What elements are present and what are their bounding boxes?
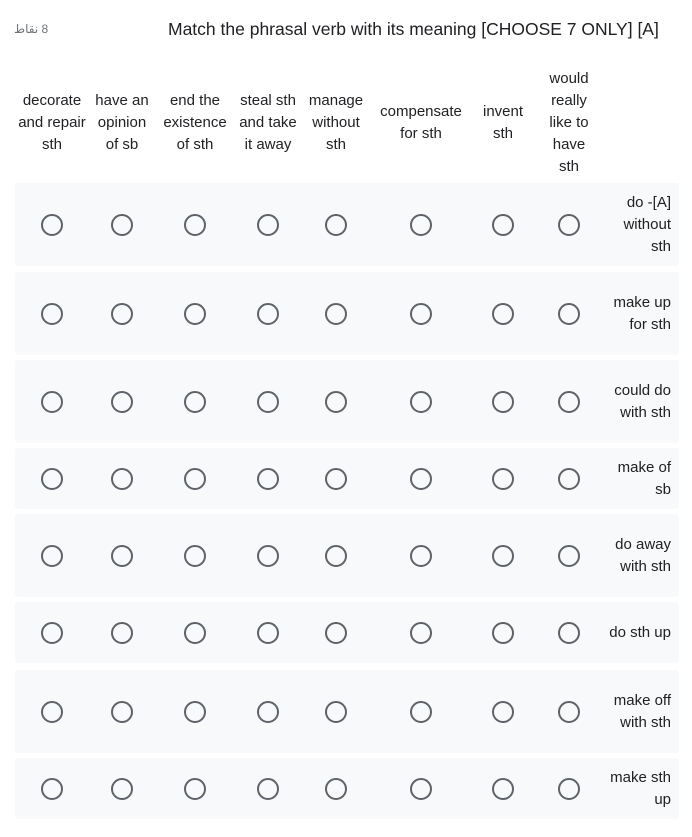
- radio-button[interactable]: [257, 391, 279, 413]
- column-header: compensate for sth: [380, 103, 462, 142]
- radio-button[interactable]: [111, 545, 133, 567]
- radio-button[interactable]: [410, 622, 432, 644]
- column-header: steal sth and take it away: [239, 92, 297, 153]
- radio-button[interactable]: [184, 391, 206, 413]
- radio-button[interactable]: [184, 622, 206, 644]
- radio-button[interactable]: [111, 778, 133, 800]
- radio-button[interactable]: [111, 468, 133, 490]
- radio-button[interactable]: [410, 468, 432, 490]
- radio-button[interactable]: [257, 545, 279, 567]
- radio-button[interactable]: [325, 701, 347, 723]
- row-label: make up for sth: [613, 293, 671, 333]
- radio-button[interactable]: [257, 701, 279, 723]
- radio-button[interactable]: [492, 778, 514, 800]
- radio-button[interactable]: [257, 214, 279, 236]
- radio-button[interactable]: [558, 778, 580, 800]
- radio-button[interactable]: [558, 391, 580, 413]
- radio-button[interactable]: [184, 545, 206, 567]
- radio-button[interactable]: [184, 778, 206, 800]
- radio-button[interactable]: [410, 303, 432, 325]
- radio-button[interactable]: [184, 468, 206, 490]
- radio-button[interactable]: [492, 622, 514, 644]
- column-header: have an opinion of sb: [95, 92, 149, 153]
- radio-button[interactable]: [410, 391, 432, 413]
- radio-button[interactable]: [184, 214, 206, 236]
- row-label: make of sb: [617, 458, 671, 498]
- radio-button[interactable]: [325, 778, 347, 800]
- radio-button[interactable]: [111, 701, 133, 723]
- grid-row: [15, 758, 679, 819]
- radio-button[interactable]: [111, 303, 133, 325]
- radio-button[interactable]: [41, 701, 63, 723]
- row-label: could do with sth: [614, 381, 671, 421]
- radio-button[interactable]: [410, 701, 432, 723]
- radio-button[interactable]: [558, 545, 580, 567]
- radio-button[interactable]: [410, 778, 432, 800]
- radio-button[interactable]: [325, 545, 347, 567]
- grid-row: [15, 670, 679, 753]
- row-label: do away with sth: [615, 535, 671, 575]
- radio-button[interactable]: [41, 468, 63, 490]
- radio-button[interactable]: [41, 545, 63, 567]
- column-header: invent sth: [482, 103, 524, 142]
- radio-button[interactable]: [492, 468, 514, 490]
- radio-button[interactable]: [558, 303, 580, 325]
- radio-button[interactable]: [492, 303, 514, 325]
- grid-row: [15, 360, 679, 443]
- radio-button[interactable]: [41, 778, 63, 800]
- radio-button[interactable]: [111, 391, 133, 413]
- radio-button[interactable]: [41, 214, 63, 236]
- radio-button[interactable]: [492, 391, 514, 413]
- radio-button[interactable]: [257, 622, 279, 644]
- radio-button[interactable]: [111, 214, 133, 236]
- radio-button[interactable]: [410, 545, 432, 567]
- radio-button[interactable]: [257, 468, 279, 490]
- row-label: do sth up: [609, 623, 671, 641]
- radio-button[interactable]: [558, 468, 580, 490]
- radio-button[interactable]: [325, 468, 347, 490]
- radio-button[interactable]: [410, 214, 432, 236]
- grid-row: [15, 448, 679, 509]
- radio-button[interactable]: [325, 622, 347, 644]
- column-header: end the existence of sth: [163, 92, 227, 153]
- radio-button[interactable]: [492, 214, 514, 236]
- column-header: manage without sth: [308, 92, 364, 153]
- radio-button[interactable]: [492, 545, 514, 567]
- radio-button[interactable]: [41, 303, 63, 325]
- radio-button[interactable]: [558, 701, 580, 723]
- radio-button[interactable]: [558, 622, 580, 644]
- row-label: make off with sth: [613, 691, 671, 731]
- grid-row: [15, 272, 679, 355]
- radio-button[interactable]: [41, 622, 63, 644]
- radio-button[interactable]: [257, 778, 279, 800]
- radio-button[interactable]: [111, 622, 133, 644]
- row-label: do -[A] without sth: [623, 193, 671, 255]
- radio-button[interactable]: [558, 214, 580, 236]
- radio-button[interactable]: [492, 701, 514, 723]
- radio-button[interactable]: [325, 303, 347, 325]
- row-label: make sth up: [610, 768, 671, 808]
- radio-button[interactable]: [184, 303, 206, 325]
- radio-button[interactable]: [325, 391, 347, 413]
- grid-row: [15, 602, 679, 663]
- column-header: would really like to have sth: [549, 70, 589, 175]
- radio-button[interactable]: [325, 214, 347, 236]
- radio-button[interactable]: [257, 303, 279, 325]
- grid-row: [15, 514, 679, 597]
- points-label: 8 نقاط: [14, 22, 49, 36]
- grid-row: [15, 183, 679, 266]
- radio-button[interactable]: [41, 391, 63, 413]
- radio-button[interactable]: [184, 701, 206, 723]
- question-title: Match the phrasal verb with its meaning [CHOOSE 7 ONLY] [A]: [168, 19, 659, 39]
- column-header: decorate and repair sth: [18, 92, 86, 153]
